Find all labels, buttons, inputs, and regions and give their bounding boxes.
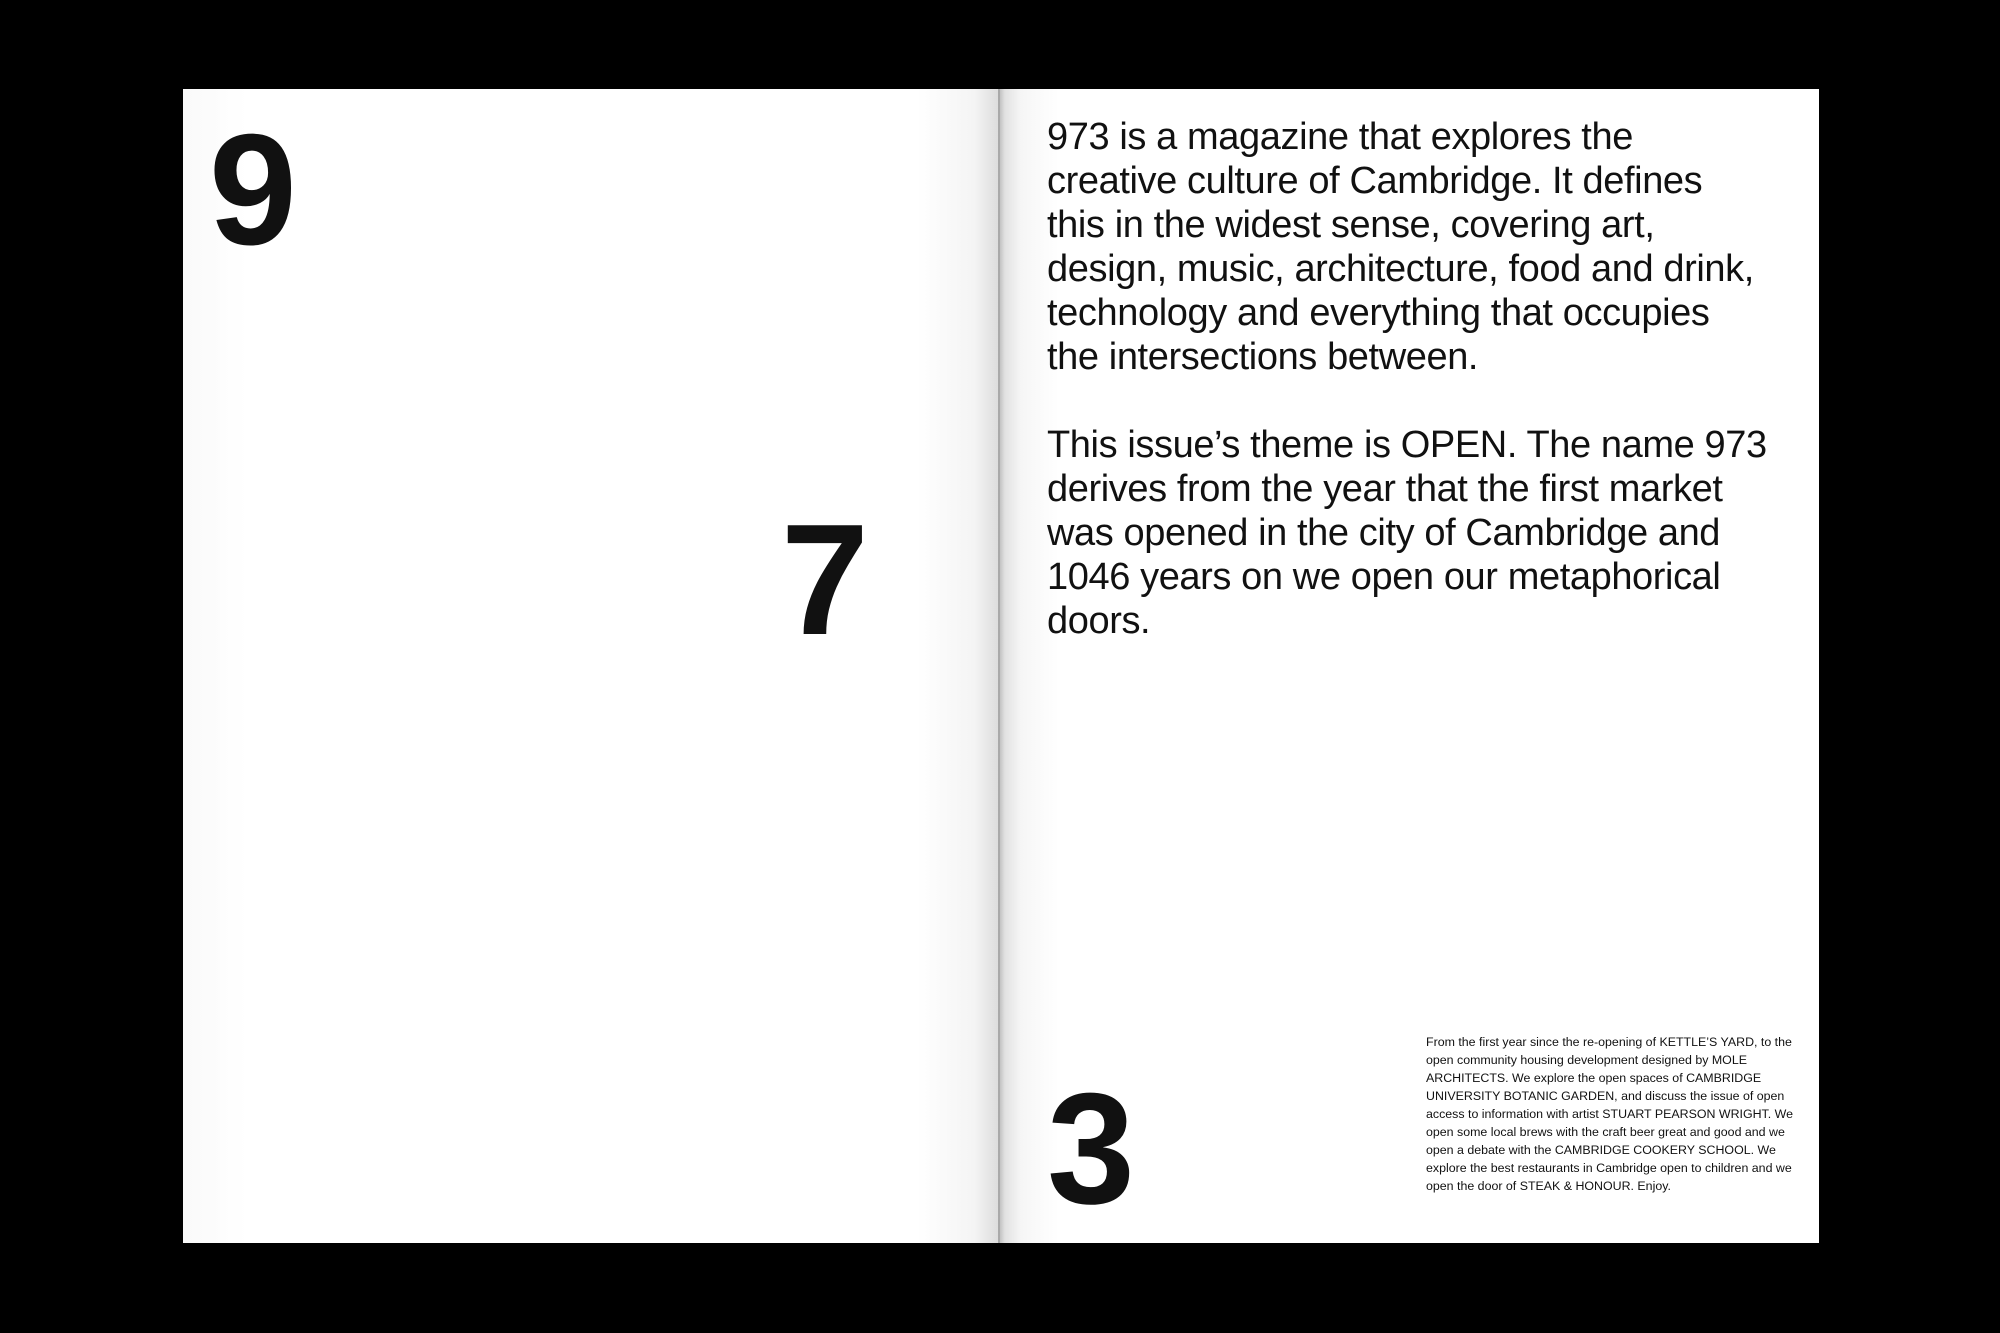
intro-paragraph-2: This issue’s theme is OPEN. The name 973 derives from the year that the first market was opened in the city of Cambridge and 1046 years on we open our metaphorical doors. xyxy=(1047,424,1767,642)
intro-text xyxy=(1047,115,1767,687)
digit-seven: 7 xyxy=(781,492,867,668)
digit-three: 3 xyxy=(1047,1061,1133,1237)
contents-paragraph: From the first year since the re-opening of KETTLE’S YARD, to the open community housing development designed by MOLE ARCHITECTS. We explore the open spaces of CAMBRIDGE UNIVERSITY BOTANIC GARDEN, and discuss the issue of open access to information with artist STUART PEARSON WRIGHT. We open some local brews with the craft beer great and good and we open a debate with the CAMBRIDGE COOKERY SCHOOL. We explore the best restaurants in Cambridge open to children and we open the door of STEAK & HONOUR. Enjoy. xyxy=(1426,1035,1793,1193)
magazine-spread xyxy=(183,89,1819,1243)
left-page xyxy=(183,89,999,1243)
intro-paragraph-1: 973 is a magazine that explores the creative culture of Cambridge. It defines this in the widest sense, covering art, design, music, architecture, food and drink, technology and everything that occupies the intersections between. xyxy=(1047,116,1754,378)
spine-gutter xyxy=(998,89,1000,1243)
digit-nine: 9 xyxy=(209,102,295,278)
